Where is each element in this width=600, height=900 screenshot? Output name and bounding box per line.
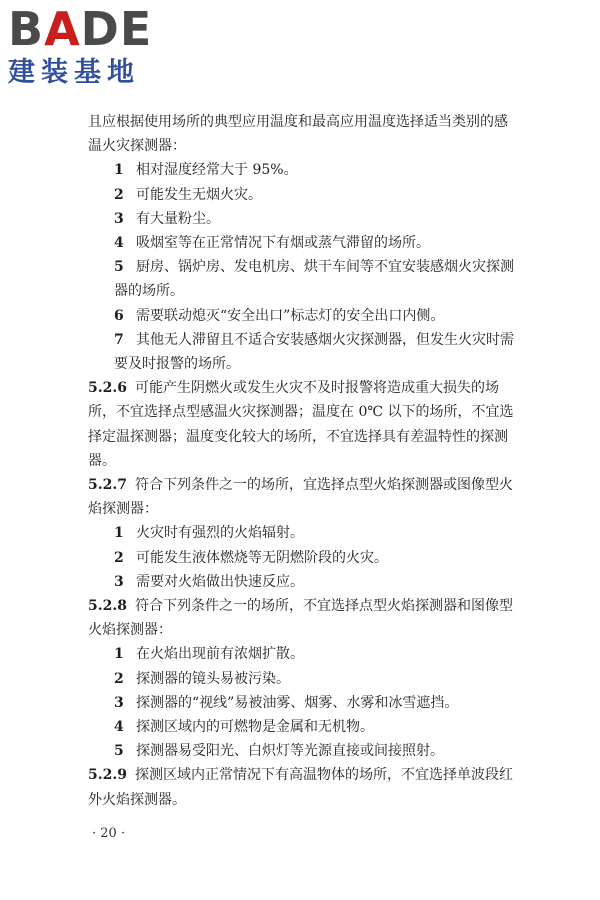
list-item: 3 探测器的“视线”易被油雾、烟雾、水雾和冰雪遮挡。 xyxy=(114,694,459,711)
intro-paragraph: 且应根据使用场所的典型应用温度和最高应用温度选择适当类别的感温火灾探测器： xyxy=(88,114,508,155)
list-item: 3 需要对火焰做出快速反应。 xyxy=(114,573,304,590)
list-item: 6 需要联动熄灭“安全出口”标志灯的安全出口内侧。 xyxy=(114,307,445,324)
list-item: 1 火灾时有强烈的火焰辐射。 xyxy=(114,525,304,542)
list-a xyxy=(88,158,518,376)
logo xyxy=(8,4,178,90)
list-item: 1 在火焰出现前有浓烟扩散。 xyxy=(114,646,304,663)
page-number: · 20 · xyxy=(92,826,126,841)
list-item: 2 可能发生无烟火灾。 xyxy=(114,186,262,203)
list-item: 4 探测区域内的可燃物是金属和无机物。 xyxy=(114,719,374,736)
list-item: 2 探测器的镜头易被污染。 xyxy=(114,670,290,687)
list-item: 2 可能发生液体燃烧等无阴燃阶段的火灾。 xyxy=(114,549,388,566)
logo-cjk-text: 建装基地 xyxy=(8,57,140,88)
list-item: 1 相对湿度经常大于 95%。 xyxy=(114,162,298,179)
list-item: 4 吸烟室等在正常情况下有烟或蒸气滞留的场所。 xyxy=(114,235,430,252)
list-item: 5 探测器易受阳光、白炽灯等光源直接或间接照射。 xyxy=(114,743,444,760)
list-item: 7 其他无人滞留且不适合安装感烟火灾探测器，但发生火灾时需要及时报警的场所。 xyxy=(114,331,514,373)
document-body xyxy=(88,110,518,812)
clause-5-2-7: 5.2.7 符合下列条件之一的场所，宜选择点型火焰探测器或图像型火焰探测器： xyxy=(88,477,513,518)
clause-5-2-8: 5.2.8 符合下列条件之一的场所，不宜选择点型火焰探测器和图像型火焰探测器： xyxy=(88,598,513,639)
list-item: 3 有大量粉尘。 xyxy=(114,210,220,227)
clause-5-2-9: 5.2.9 探测区域内正常情况下有高温物体的场所，不宜选择单波段红外火焰探测器。 xyxy=(88,767,513,808)
list-c xyxy=(88,642,518,763)
logo-wordmark: BADE xyxy=(8,2,153,56)
clause-5-2-6: 5.2.6 可能产生阴燃火或发生火灾不及时报警将造成重大损失的场所，不宜选择点型感温火灾探测器；温度在 0℃ 以下的场所，不宜选择定温探测器；温度变化较大的场所，不宜选择具有差温特性的探测器。 xyxy=(88,380,514,469)
list-item: 5 厨房、锅炉房、发电机房、烘干车间等不宜安装感烟火灾探测器的场所。 xyxy=(114,259,514,300)
list-b xyxy=(88,521,518,594)
